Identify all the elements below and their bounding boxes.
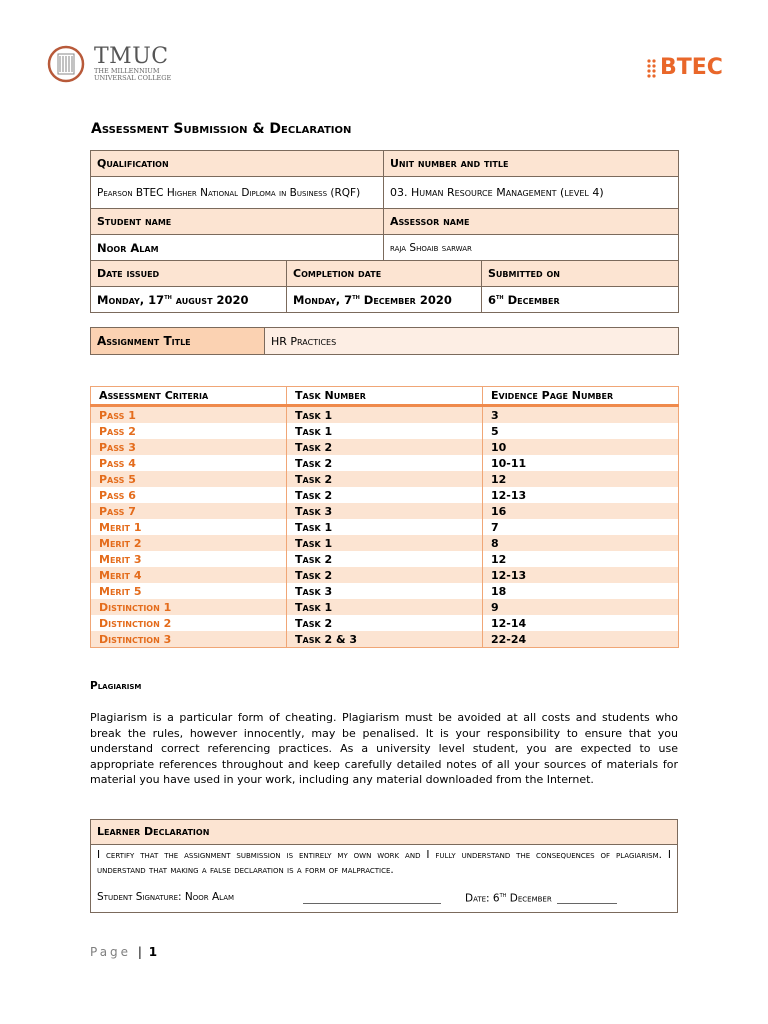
table-row	[91, 471, 679, 487]
page-separator: |	[137, 945, 142, 959]
date-issued-label: Date issued	[91, 261, 287, 287]
table-row	[91, 551, 679, 567]
learner-declaration-heading: Learner Declaration	[91, 820, 677, 845]
assessor-name-label: Assessor name	[384, 209, 679, 235]
student-signature: Student Signature: Noor Alam	[97, 891, 235, 903]
task-number-cell: Task 1	[287, 599, 483, 615]
assignment-title-label: Assignment Title	[91, 328, 265, 355]
table-row	[91, 455, 679, 471]
criteria-cell: Merit 4	[91, 567, 287, 583]
evidence-page-cell: 9	[483, 599, 679, 615]
criteria-cell: Merit 3	[91, 551, 287, 567]
criteria-cell: Merit 5	[91, 583, 287, 599]
task-number-cell: Task 1	[287, 535, 483, 551]
btec-logo	[646, 55, 746, 85]
assessor-name-value: raja Shoaib sarwar	[384, 235, 679, 261]
task-number-cell: Task 3	[287, 583, 483, 599]
evidence-page-cell: 12-13	[483, 487, 679, 503]
student-name-value: Noor Alam	[91, 235, 384, 261]
task-number-cell: Task 2	[287, 551, 483, 567]
page-title: Assessment Submission & Declaration	[91, 121, 352, 137]
evidence-page-header: Evidence Page Number	[483, 387, 679, 406]
evidence-page-cell: 3	[483, 406, 679, 424]
task-number-cell: Task 2	[287, 471, 483, 487]
task-number-cell: Task 2	[287, 567, 483, 583]
submission-info-table	[90, 150, 679, 313]
evidence-page-cell: 12	[483, 471, 679, 487]
assignment-title-table	[90, 327, 679, 355]
table-row	[91, 599, 679, 615]
page-word: Page	[90, 945, 132, 959]
date-line	[557, 903, 617, 904]
signature-line	[303, 903, 441, 904]
criteria-cell: Distinction 1	[91, 599, 287, 615]
evidence-page-cell: 12-13	[483, 567, 679, 583]
date-issued-value: Monday, 17th august 2020	[91, 287, 287, 313]
evidence-page-cell: 16	[483, 503, 679, 519]
declaration-date: Date: 6th December	[465, 891, 552, 905]
table-row	[91, 615, 679, 631]
task-number-cell: Task 2	[287, 487, 483, 503]
evidence-page-cell: 8	[483, 535, 679, 551]
criteria-cell: Pass 4	[91, 455, 287, 471]
criteria-cell: Pass 6	[91, 487, 287, 503]
tmuc-logo-word: TMUC	[94, 44, 169, 69]
task-number-cell: Task 2	[287, 615, 483, 631]
evidence-page-cell: 5	[483, 423, 679, 439]
criteria-cell: Merit 1	[91, 519, 287, 535]
evidence-page-cell: 18	[483, 583, 679, 599]
table-row	[91, 535, 679, 551]
tmuc-logo	[46, 44, 176, 84]
page-footer	[90, 945, 157, 959]
task-number-cell: Task 3	[287, 503, 483, 519]
table-row	[91, 487, 679, 503]
task-number-cell: Task 1	[287, 423, 483, 439]
tmuc-emblem-icon	[46, 44, 86, 84]
plagiarism-text: Plagiarism is a particular form of cheating. Plagiarism must be avoided at all costs and students who break the rules, however innocently, may be penalised. It is your responsibility to ensure that you understand correct referencing practices. As a university level student, you are expected to use appropriate references throughout and keep carefully detailed notes of all your sources of materials for material you have used in your work, including any material downloaded from the Internet.	[90, 711, 678, 786]
criteria-cell: Pass 1	[91, 406, 287, 424]
page-number: 1	[148, 945, 158, 959]
criteria-header: Assessment Criteria	[91, 387, 287, 406]
qualification-label: Qualification	[91, 151, 384, 177]
task-number-header: Task Number	[287, 387, 483, 406]
criteria-cell: Pass 7	[91, 503, 287, 519]
assignment-title-value: HR Practices	[265, 328, 679, 355]
submitted-on-label: Submitted on	[482, 261, 679, 287]
student-name-label: Student name	[91, 209, 384, 235]
evidence-page-cell: 12-14	[483, 615, 679, 631]
criteria-cell: Pass 5	[91, 471, 287, 487]
criteria-cell: Pass 2	[91, 423, 287, 439]
task-number-cell: Task 1	[287, 519, 483, 535]
criteria-cell: Distinction 3	[91, 631, 287, 648]
assessment-criteria-table	[90, 386, 679, 648]
task-number-cell: Task 2 & 3	[287, 631, 483, 648]
completion-date-value: Monday, 7th December 2020	[287, 287, 482, 313]
criteria-cell: Distinction 2	[91, 615, 287, 631]
table-row	[91, 567, 679, 583]
evidence-page-cell: 7	[483, 519, 679, 535]
evidence-page-cell: 22-24	[483, 631, 679, 648]
unit-label: Unit number and title	[384, 151, 679, 177]
task-number-cell: Task 1	[287, 406, 483, 424]
completion-date-label: Completion date	[287, 261, 482, 287]
evidence-page-cell: 12	[483, 551, 679, 567]
task-number-cell: Task 2	[287, 455, 483, 471]
table-row	[91, 583, 679, 599]
table-row	[91, 503, 679, 519]
btec-dots-icon	[646, 57, 660, 81]
table-row	[91, 439, 679, 455]
table-row	[91, 406, 679, 424]
table-row	[91, 519, 679, 535]
task-number-cell: Task 2	[287, 439, 483, 455]
qualification-value: Pearson BTEC Higher National Diploma in Business (RQF)	[91, 177, 384, 209]
evidence-page-cell: 10	[483, 439, 679, 455]
unit-value: 03. Human Resource Management (level 4)	[384, 177, 679, 209]
plagiarism-heading: Plagiarism	[90, 680, 142, 692]
tmuc-logo-subtitle: THE MILLENNIUM UNIVERSAL COLLEGE	[94, 67, 172, 82]
learner-declaration-text: I certify that the assignment submission is entirely my own work and I fully understand the consequences of plagiarism. I understand that making a false declaration is a form of malpractice.	[97, 849, 671, 876]
evidence-page-cell: 10-11	[483, 455, 679, 471]
criteria-cell: Merit 2	[91, 535, 287, 551]
learner-declaration-box	[90, 819, 678, 913]
criteria-cell: Pass 3	[91, 439, 287, 455]
table-row	[91, 631, 679, 648]
table-row	[91, 423, 679, 439]
btec-logo-word: BTEC	[660, 55, 723, 80]
submitted-on-value: 6th December	[482, 287, 679, 313]
